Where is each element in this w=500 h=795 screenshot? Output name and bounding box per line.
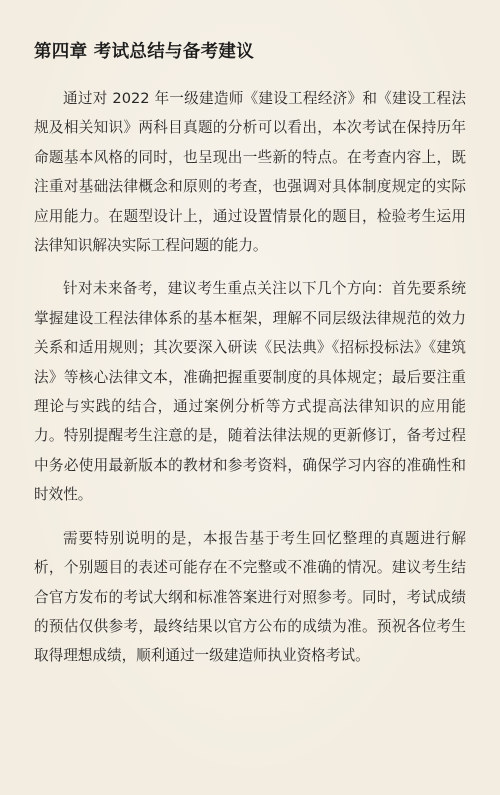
paragraph-disclaimer: 需要特别说明的是，本报告基于考生回忆整理的真题进行解析，个别题目的表述可能存在不完整或不准确的情况。建议考生结合官方发布的考试大纲和标准答案进行对照参考。同时，考试成绩的预估仅供参考，最终结果以官方公布的成绩为准。预祝各位考生取得理想成绩，顺利通过一级建造师执业资格考试。 [34,529,466,665]
paragraph-study-advice: 针对未来备考，建议考生重点关注以下几个方向：首先要系统掌握建设工程法律体系的基本框架，理解不同层级法律规范的效力关系和适用规则；其次要深入研读《民法典》《招标投标法》《建筑法》等核心法律文本，准确把握重要制度的具体规定；最后要注重理论与实践的结合，通过案例分析等方式提高法律知识的应用能力。特别提醒考生注意的是，随着法律法规的更新修订，备考过程中务必使用最新版本的教材和参考资料，确保学习内容的准确性和时效性。 [34,280,466,504]
chapter-title: 第四章 考试总结与备考建议 [34,42,254,62]
paragraph-analysis: 通过对 2022 年一级建造师《建设工程经济》和《建设工程法规及相关知识》两科目真题的分析可以看出，本次考试在保持历年命题基本风格的同时，也呈现出一些新的特点。在考查内容上，既注重对基础法律概念和原则的考查，也强调对具体制度规定的实际应用能力。在题型设计上，通过设置情景化的题目，检验考生运用法律知识解决实际工程问题的能力。 [34,90,466,255]
